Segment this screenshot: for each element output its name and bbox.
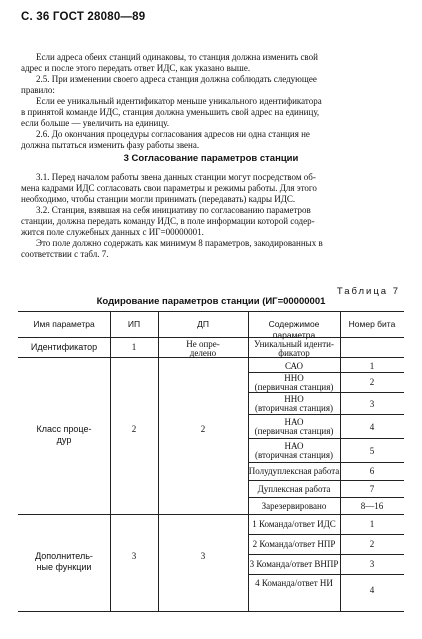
param-bit: 2 [369,539,375,549]
paragraph-line: 3.1. Перед началом работы звена данных станции могут посредством об- [36,172,316,182]
paragraph-line: жится поле служебных данных с ИГ=00000001. [21,227,204,237]
paragraph-line: необходимо, чтобы станции могли принимать (передавать) кадры ИДС. [21,194,296,204]
table-label: Таблица 7 [336,286,400,297]
column-header-bit: Номер бита [348,319,396,329]
paragraph-line: 3.2. Станция, взявшая на себя инициативу по согласованию параметров [36,205,311,215]
paragraph-line: в принятой команде ИДС, станция должна уменьшить свой адрес на единицу, [21,107,320,117]
param-content: фикатор [278,348,310,358]
param-bit: 1 [369,361,375,371]
param-bit: 1 [369,519,375,529]
paragraph-line: Если ее уникальный идентификатор меньше уникального идентификатора [36,96,322,106]
param-ip: 2 [131,424,137,434]
paragraph-line: Это поле должно содержать как минимум 8 параметров, закодированных в [36,238,323,248]
paragraph-line: 2.6. До окончания процедуры согласования адресов ни одна станция не [36,129,310,139]
param-content: 2 Команда/ответ НПР [252,539,336,549]
param-bit: 4 [369,422,375,432]
param-content: САО [284,361,304,371]
param-name-procedures: дур [56,435,72,445]
param-content: НАО [284,417,304,427]
param-bit: 3 [369,399,375,409]
param-content: (вторичная станция) [255,403,333,413]
param-content: ННО [284,394,304,404]
param-content: (вторичная станция) [255,450,333,460]
param-content: Зарезервировано [261,501,327,511]
section-title: 3 Согласование параметров станции [123,153,299,164]
param-bit: 8—16 [360,501,384,511]
column-header-name: Имя параметра [33,319,95,329]
param-dp: 3 [200,551,206,561]
param-dp: 2 [200,424,206,434]
param-bit: 7 [369,484,375,494]
param-dp: делено [189,348,217,358]
table-title: Кодирование параметров станции (ИГ=00000001 [96,296,326,307]
param-bit: 5 [369,446,375,456]
param-bit: 6 [369,466,375,476]
paragraph-line: 2.5. При изменении своего адреса станция должна соблюдать следующее [36,74,317,84]
param-name-functions: Дополнитель- [35,551,93,561]
paragraph-line: мена кадрами ИДС согласовать свои параметры и режимы работы. Для этого [21,183,317,193]
param-name-functions: ные функции [36,562,92,572]
paragraph-line: правило: [21,85,55,95]
page-header: С. 36 ГОСТ 28080—89 [21,11,146,23]
param-content: (первичная станция) [254,426,334,436]
paragraph-line: должна пытаться изменить фазу работы звена. [21,140,200,150]
param-ip: 1 [131,342,137,352]
param-name-procedures: Класс проце- [36,424,92,434]
paragraph-line: адрес и после этого передать ответ ИДС, как указано выше. [21,63,251,73]
param-content: 1 Команда/ответ ИДС [252,519,336,529]
param-content: Уникальный иденти- [253,339,334,349]
column-header-content: Содержимое параметра [268,319,320,340]
paragraph-line: станции, должна передать команду ИДС, в поле информации которой содер- [21,216,315,226]
param-content: (первичная станция) [254,382,334,392]
param-content: НАО [284,441,304,451]
param-bit: 4 [369,585,375,595]
column-header-ip: ИП [127,319,141,329]
param-name-identifier: Идентификатор [30,342,98,352]
param-content: Дуплексная работа [257,484,331,494]
paragraph-line: соответствии с табл. 7. [21,249,109,259]
param-content: ННО [284,373,304,383]
param-content: 4 Команда/ответ НИ [255,578,333,588]
param-ip: 3 [131,551,137,561]
column-header-dp: ДП [197,319,209,329]
param-content: Полудуплексная работа [248,466,340,476]
paragraph-line: Если адреса обеих станций одинаковы, то станция должна изменить свой [36,52,318,62]
param-bit: 2 [369,377,375,387]
paragraph-line: если больше — увеличить на единицу. [21,118,170,128]
param-dp: Не опре- [186,339,220,349]
param-content: 3 Команда/ответ ВНПР [249,559,339,569]
param-bit: 3 [369,559,375,569]
